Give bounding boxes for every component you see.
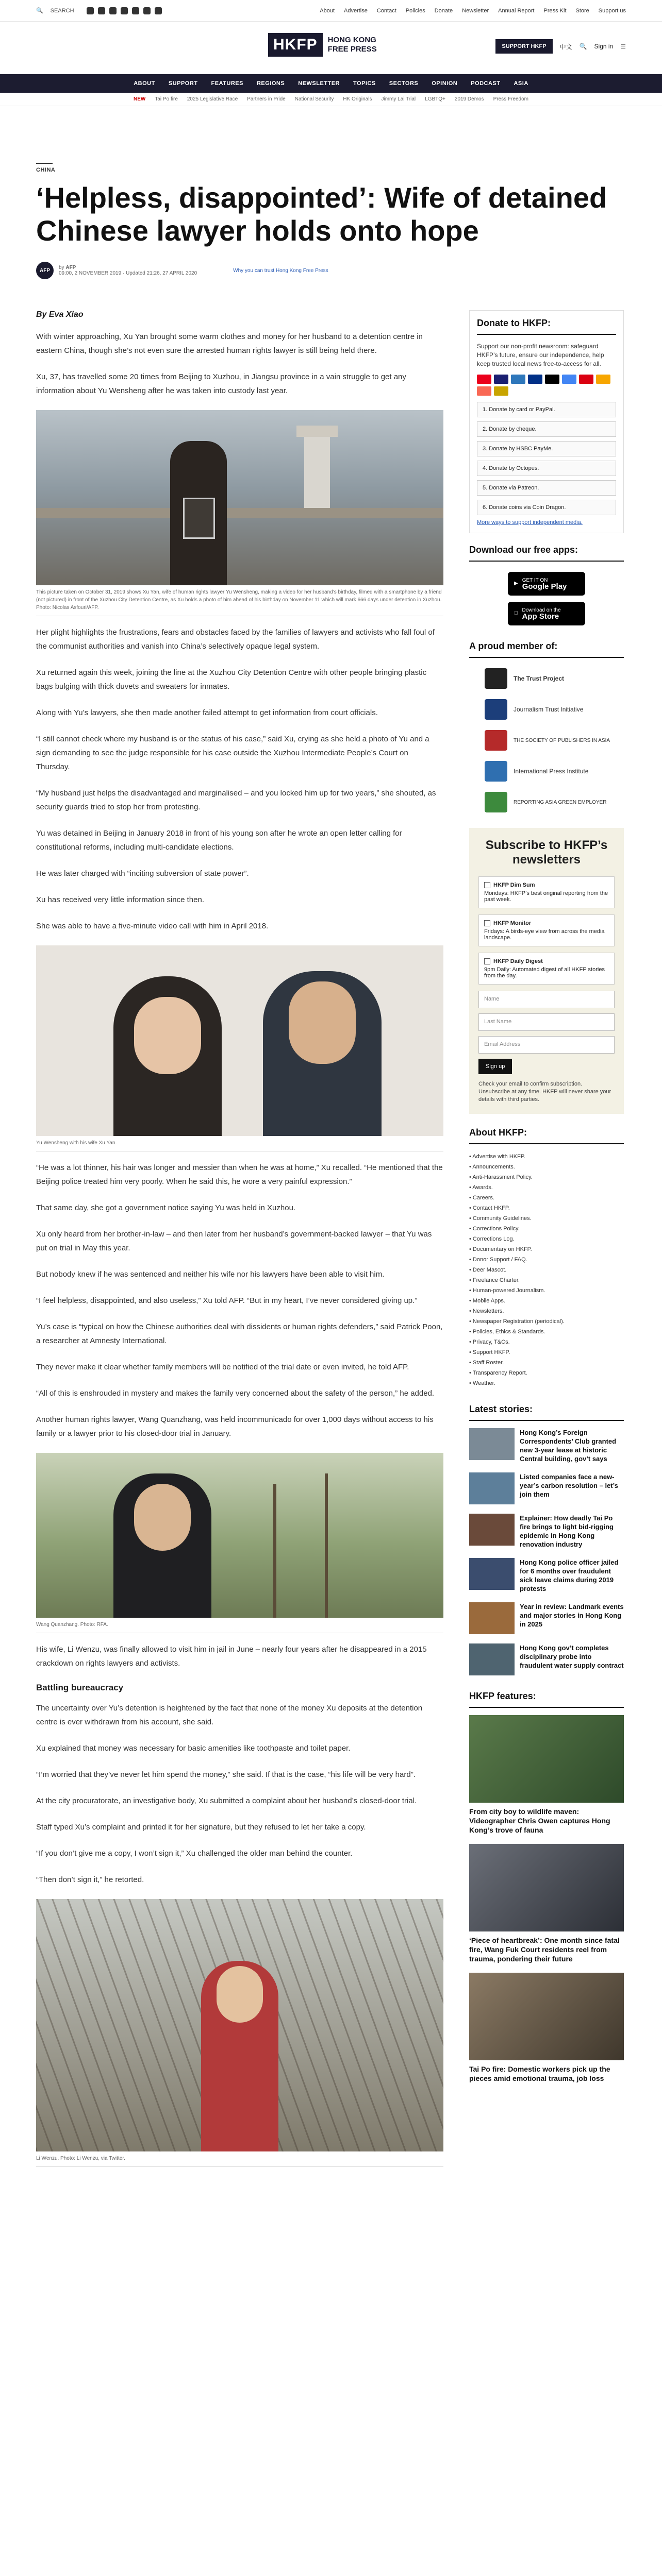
feature-title[interactable]: Tai Po fire: Domestic workers pick up the pieces amid emotional trauma, job loss <box>469 2065 610 2083</box>
green-employer-icon <box>485 792 507 812</box>
apps-title: Download our free apps: <box>469 545 624 562</box>
feature-title[interactable]: From city boy to wildlife maven: Videographer Chris Owen captures Hong Kong’s trove of fauna <box>469 1807 610 1835</box>
about-link[interactable]: • Transparency Report. <box>469 1370 527 1377</box>
paragraph: Xu, 37, has travelled some 20 times from Beijing to Xuzhou, in Jiangsu province in a vain struggle to get any information about Yu Wensheng after he was taken into custody last year. <box>36 372 406 395</box>
menu-icon[interactable]: ☰ <box>620 43 626 50</box>
nav-newsletter[interactable]: NEWSLETTER <box>298 80 340 87</box>
about-link[interactable]: • Contact HKFP. <box>469 1205 510 1212</box>
logo-mark: HKFP <box>268 33 323 57</box>
paragraph: Xu returned again this week, joining the line at the Xuzhou City Detention Centre with other people bringing plastic bags bulging with thick duvets and sweaters for inmates. <box>36 668 427 691</box>
coin-dragon-icon <box>494 386 508 396</box>
about-link[interactable]: • Anti-Harassment Policy. <box>469 1174 533 1181</box>
latest-story[interactable] <box>469 1643 624 1675</box>
topbar-link-annual-report[interactable]: Annual Report <box>498 7 535 14</box>
paragraph: Another human rights lawyer, Wang Quanzhang, was held incommunicado for over 1,000 days without access to his family or a lawyer prior to his closed-door trial in January. <box>36 1415 434 1438</box>
member-name: REPORTING ASIA GREEN EMPLOYER <box>514 799 607 805</box>
article-meta <box>36 262 626 279</box>
member-logo[interactable] <box>469 792 624 812</box>
nav-support[interactable]: SUPPORT <box>168 80 198 87</box>
paragraph: “Then don’t sign it,” he retorted. <box>36 1875 144 1884</box>
name-field[interactable]: Name <box>478 991 615 1008</box>
story-thumbnail[interactable] <box>469 1602 515 1634</box>
member-logo[interactable] <box>469 761 624 782</box>
patreon-icon <box>477 386 491 396</box>
story-title[interactable]: Listed companies face a new-year’s carbon resolution – let’s join them <box>520 1473 618 1499</box>
about-link[interactable]: • Newspaper Registration (periodical). <box>469 1318 565 1325</box>
logo-line-1: HONG KONG <box>327 36 376 44</box>
newsletter-title: Subscribe to HKFP’s newsletters <box>485 838 608 867</box>
paragraph: “All of this is enshrouded in mystery and makes the family very concerned about the safety of the person,” he added. <box>36 1389 435 1398</box>
paragraph: Yu’s case is “typical on how the Chinese authorities deal with dissidents or human rights defenders,” said Patrick Poon, a researcher at Amnesty International. <box>36 1323 443 1345</box>
about-link[interactable]: • Corrections Log. <box>469 1236 515 1243</box>
paragraph: Xu explained that money was necessary for basic amenities like toothpaste and toilet paper. <box>36 1744 351 1753</box>
trending-link[interactable]: Press Freedom <box>493 96 528 102</box>
photo-caption: This picture taken on October 31, 2019 shows Xu Yan, wife of human rights lawyer Yu Wensheng, making a video for her husband’s birthday, filmed with a smartphone by a friend (not pictured) in front of the Xuzhou City Detention Centre, as Xu holds a photo of him ahead of his birthday on November 11 which will mark 666 days under detention in Xuzhou. Photo: Nicolas Asfouri/AFP. <box>36 585 443 616</box>
paragraph: Xu has received very little information since then. <box>36 895 204 904</box>
google-play-small: GET IT ON <box>522 578 548 583</box>
feature-title[interactable]: ‘Piece of heartbreak’: One month since fatal fire, Wang Fuk Court residents reel from trauma, pondering their future <box>469 1936 620 1963</box>
nav-sectors[interactable]: SECTORS <box>389 80 419 87</box>
latest-story[interactable] <box>469 1558 624 1593</box>
google-play-label: Google Play <box>522 582 567 591</box>
paragraph: She was able to have a five-minute video call with him in April 2018. <box>36 922 269 930</box>
new-badge: NEW <box>134 96 146 102</box>
paragraph: “If you don’t give me a copy, I won’t sign it,” Xu challenged the older man behind the counter. <box>36 1849 353 1858</box>
topbar-link-about[interactable]: About <box>320 7 335 14</box>
support-hkfp-button[interactable]: SUPPORT HKFP <box>495 39 552 54</box>
latest-title: Latest stories: <box>469 1404 624 1421</box>
about-link[interactable]: • Privacy, T&Cs. <box>469 1339 510 1346</box>
social-icons <box>87 7 162 14</box>
member-name: THE SOCIETY OF PUBLISHERS IN ASIA <box>514 737 610 743</box>
about-link[interactable]: • Deer Mascot. <box>469 1267 507 1274</box>
trending-link[interactable]: 2025 Legislative Race <box>187 96 238 102</box>
sidebar <box>469 310 624 2176</box>
nav-asia[interactable]: ASIA <box>514 80 528 87</box>
app-store-small: Download on the <box>518 607 557 613</box>
apple-pay-icon <box>545 375 559 384</box>
app-store-label: App Store <box>518 612 555 621</box>
story-title[interactable]: Hong Kong’s Foreign Correspondents’ Club granted new 3-year lease at historic Central building, gov’t says <box>520 1429 617 1463</box>
article-category[interactable] <box>36 163 626 173</box>
story-title[interactable]: Explainer: How deadly Tai Po fire brings to light bid-rigging epidemic in Hong Kong renovation industry <box>520 1514 614 1549</box>
paragraph: “He was a lot thinner, his hair was longer and messier than when he was at home,” Xu recalled. “He mentioned that the Beijing police treated him very poorly. When he said this, he wore a very painful expression.” <box>36 1163 443 1186</box>
photo-detention-centre <box>36 410 443 585</box>
paragraph: Staff typed Xu’s complaint and printed it for her signature, but they refused to let her take a copy. <box>36 1823 366 1832</box>
nav-topics[interactable]: TOPICS <box>353 80 376 87</box>
amex-icon <box>511 375 525 384</box>
story-thumbnail[interactable] <box>469 1472 515 1504</box>
ipi-icon <box>485 761 507 782</box>
about-link[interactable]: • Human-powered Journalism. <box>469 1287 545 1294</box>
newsletter-desc: Fridays: A birds-eye view from across the media landscape. <box>484 928 605 941</box>
sub-heading: Battling bureaucracy <box>36 1683 124 1692</box>
bluesky-icon[interactable] <box>155 7 162 14</box>
photo-yu-and-xu <box>36 945 443 1136</box>
article-title: ‘Helpless, disappointed’: Wife of detained Chinese lawyer holds onto hope <box>36 181 607 247</box>
photo-caption: Li Wenzu. Photo: Li Wenzu, via Twitter. <box>36 2151 443 2167</box>
about-link[interactable]: • Freelance Charter. <box>469 1277 520 1284</box>
photo-li-wenzu <box>36 1899 443 2151</box>
about-link[interactable]: • Staff Roster. <box>469 1360 504 1366</box>
paragraph: He was later charged with “inciting subversion of state power”. <box>36 869 249 878</box>
payment-icons <box>477 375 616 396</box>
photo-caption: Wang Quanzhang. Photo: RFA. <box>36 1618 443 1633</box>
donate-option[interactable]: 5. Donate via Patreon. <box>477 480 616 496</box>
paragraph: Along with Yu’s lawyers, she then made another failed attempt to get information from court officials. <box>36 708 378 717</box>
last-name-field[interactable]: Last Name <box>478 1013 615 1031</box>
top-utility-bar <box>0 0 662 22</box>
search-link[interactable]: SEARCH <box>50 7 74 14</box>
feature-story[interactable] <box>469 1973 624 2083</box>
story-title[interactable]: Hong Kong gov’t completes disciplinary probe into fraudulent water supply contract <box>520 1644 624 1670</box>
app-store-button[interactable] <box>508 602 585 625</box>
author-avatar[interactable]: AFP <box>36 262 54 279</box>
feature-image[interactable] <box>469 1844 624 1931</box>
category-label[interactable]: CHINA <box>36 167 56 173</box>
paragraph: At the city procuratorate, an investigative body, Xu submitted a complaint about her husband’s closed-door trial. <box>36 1797 417 1805</box>
donate-title: Donate to HKFP: <box>477 318 616 335</box>
article-body <box>36 310 443 2176</box>
apple-icon <box>514 611 518 617</box>
search-icon[interactable]: 🔍 <box>36 8 43 14</box>
trust-link[interactable]: Why you can trust Hong Kong Free Press <box>233 267 328 274</box>
author-name[interactable]: AFP <box>65 265 76 270</box>
newsletter-name: HKFP Monitor <box>493 920 532 927</box>
logo-line-2: FREE PRESS <box>327 45 377 54</box>
site-logo[interactable] <box>268 33 377 57</box>
figure-2 <box>36 945 443 1151</box>
paragraph: Xu only heard from her brother-in-law – and then later from her husband’s government-backed lawyer – that Yu was put on trial in May this year. <box>36 1230 432 1252</box>
paragraph: The uncertainty over Yu’s detention is heightened by the fact that none of the money Xu deposits at the detention centre is ever withdrawn from his account, she said. <box>36 1704 423 1726</box>
figure-4 <box>36 1899 443 2167</box>
about-list <box>469 1151 624 1388</box>
more-ways-link[interactable]: More ways to support independent media. <box>477 519 583 526</box>
donate-box <box>469 310 624 533</box>
paragraph: They never make it clear whether family members will be notified of the trial date or even invited, he told AFP. <box>36 1363 409 1371</box>
checkbox[interactable] <box>484 920 490 926</box>
photo-caption: Yu Wensheng with his wife Xu Yan. <box>36 1136 443 1151</box>
paragraph: His wife, Li Wenzu, was finally allowed to visit him in jail in June – nearly four years after he disappeared in a 2015 crackdown on rights lawyers and activists. <box>36 1645 427 1668</box>
google-play-icon: ▶ <box>514 581 518 586</box>
story-title[interactable]: Hong Kong police officer jailed for 6 months over fraudulent sick leave claims during 2019 protests <box>520 1558 619 1593</box>
about-link[interactable]: • Awards. <box>469 1184 493 1191</box>
mastercard-icon <box>477 375 491 384</box>
hsbc-icon <box>579 375 593 384</box>
twitter-icon[interactable] <box>87 7 94 14</box>
latest-story[interactable] <box>469 1472 624 1504</box>
paragraph: “I still cannot check where my husband is or the status of his case,” said Xu, crying as she held a photo of Yu and a sign demanding to see the judge responsible for his case outside the Xuzhou Intermediate People’s Court on Thursday. <box>36 735 429 771</box>
latest-story[interactable] <box>469 1428 624 1463</box>
member-name: International Press Institute <box>514 768 589 775</box>
donate-option[interactable]: 2. Donate by cheque. <box>477 421 616 437</box>
google-pay-icon <box>562 375 576 384</box>
donate-text: Support our non-profit newsroom: safeguard HKFP’s future, ensure our independence, help keep trusted local news free-to-access for all. <box>477 343 604 367</box>
signup-button[interactable]: Sign up <box>478 1059 512 1074</box>
topbar-link-contact[interactable]: Contact <box>376 7 396 14</box>
main-nav <box>0 74 662 93</box>
topbar-link-policies[interactable]: Policies <box>405 7 425 14</box>
donate-option[interactable]: 1. Donate by card or PayPal. <box>477 402 616 417</box>
feature-story[interactable] <box>469 1844 624 1963</box>
nav-features[interactable]: FEATURES <box>211 80 243 87</box>
about-link[interactable]: • Community Guidelines. <box>469 1215 532 1222</box>
paragraph: “I’m worried that they’ve never let him spend the money,” she said. If that is the case, “his life will be very hard”. <box>36 1770 416 1779</box>
trending-link[interactable]: Partners in Pride <box>247 96 286 102</box>
google-play-button[interactable] <box>508 572 585 596</box>
member-name: The Trust Project <box>514 675 565 682</box>
feature-image[interactable] <box>469 1715 624 1803</box>
nav-about[interactable]: ABOUT <box>134 80 155 87</box>
facebook-icon[interactable] <box>98 7 105 14</box>
feature-story[interactable] <box>469 1715 624 1835</box>
trending-link[interactable]: HK Originals <box>343 96 372 102</box>
octopus-icon <box>596 375 610 384</box>
trending-link[interactable]: Jimmy Lai Trial <box>381 96 416 102</box>
figure-1 <box>36 410 443 616</box>
email-field[interactable]: Email Address <box>478 1036 615 1054</box>
topbar-link-support[interactable]: Support us <box>598 7 626 14</box>
newsletter-option[interactable] <box>478 876 615 908</box>
about-link[interactable]: • Newsletters. <box>469 1308 504 1315</box>
jti-icon <box>485 699 507 720</box>
story-thumbnail[interactable] <box>469 1428 515 1460</box>
about-link[interactable]: • Careers. <box>469 1195 495 1201</box>
member-title: A proud member of: <box>469 641 624 658</box>
topbar-link-donate[interactable]: Donate <box>434 7 453 14</box>
features-title: HKFP features: <box>469 1691 624 1708</box>
category-rule <box>36 163 53 164</box>
member-name: Journalism Trust Initiative <box>514 706 584 713</box>
story-title[interactable]: Year in review: Landmark events and major stories in Hong Kong in 2025 <box>520 1603 624 1629</box>
checkbox[interactable] <box>484 958 490 964</box>
figure-3 <box>36 1453 443 1633</box>
paragraph: “I feel helpless, disappointed, and also useless,” Xu told AFP. “But in my heart, I’ve never considered giving up.” <box>36 1296 418 1305</box>
trending-link[interactable]: Tai Po fire <box>155 96 178 102</box>
feature-image[interactable] <box>469 1973 624 2060</box>
topbar-link-press-kit[interactable]: Press Kit <box>543 7 567 14</box>
donate-option[interactable]: 4. Donate by Octopus. <box>477 461 616 476</box>
newsletter-desc: 9pm Daily: Automated digest of all HKFP stories from the day. <box>484 967 605 979</box>
newsletter-box <box>469 828 624 1114</box>
sopa-icon <box>485 730 507 751</box>
latest-story[interactable] <box>469 1514 624 1549</box>
language-switch[interactable]: 中文 <box>559 43 572 50</box>
about-link[interactable]: • Donor Support / FAQ. <box>469 1257 527 1263</box>
about-link[interactable]: • Weather. <box>469 1380 495 1387</box>
about-link[interactable]: • Mobile Apps. <box>469 1298 505 1304</box>
topbar-link-advertise[interactable]: Advertise <box>344 7 368 14</box>
about-link[interactable]: • Advertise with HKFP. <box>469 1154 525 1160</box>
story-thumbnail[interactable] <box>469 1558 515 1590</box>
story-thumbnail[interactable] <box>469 1514 515 1546</box>
newsletter-name: HKFP Dim Sum <box>493 882 535 888</box>
nav-opinion[interactable]: OPINION <box>432 80 458 87</box>
trending-bar <box>0 93 662 106</box>
trending-link[interactable]: National Security <box>294 96 334 102</box>
site-header <box>0 22 662 74</box>
trending-link[interactable]: 2019 Demos <box>454 96 484 102</box>
instagram-icon[interactable] <box>109 7 117 14</box>
paragraph: With winter approaching, Xu Yan brought some warm clothes and money for her husband to a detention centre in eastern China, though she’s not even sure the arrested human rights lawyer is still being held there. <box>36 332 423 355</box>
search-icon[interactable]: 🔍 <box>579 43 587 50</box>
member-logo[interactable] <box>469 730 624 751</box>
donate-option[interactable]: 3. Donate by HSBC PayMe. <box>477 441 616 456</box>
paragraph: Yu was detained in Beijing in January 2018 in front of his young son after he wrote an open letter calling for constitutional reforms, including multi-candidate elections. <box>36 829 402 852</box>
latest-story[interactable] <box>469 1602 624 1634</box>
visa-icon <box>494 375 508 384</box>
photo-wang-quanzhang <box>36 1453 443 1618</box>
topbar-link-newsletter[interactable]: Newsletter <box>462 7 489 14</box>
about-link[interactable]: • Policies, Ethics & Standards. <box>469 1329 545 1335</box>
paypal-icon <box>528 375 542 384</box>
about-link[interactable]: • Documentary on HKFP. <box>469 1246 532 1253</box>
paragraph: But nobody knew if he was sentenced and neither his wife nor his lawyers have been able to visit him. <box>36 1270 385 1279</box>
newsletter-desc: Mondays: HKFP’s best original reporting from the past week. <box>484 890 608 903</box>
paragraph: “My husband just helps the disadvantaged and marginalised – and you locked him up for two years,” she shouted, as security guards tried to stop her from protesting. <box>36 789 436 811</box>
story-thumbnail[interactable] <box>469 1643 515 1675</box>
about-link[interactable]: • Announcements. <box>469 1164 515 1171</box>
trending-link[interactable]: LGBTQ+ <box>425 96 445 102</box>
linkedin-icon[interactable] <box>143 7 151 14</box>
about-link[interactable]: • Support HKFP. <box>469 1349 510 1356</box>
youtube-icon[interactable] <box>132 7 139 14</box>
byline: By Eva Xiao <box>36 310 84 319</box>
paragraph: That same day, she got a government notice saying Yu was held in Xuzhou. <box>36 1204 296 1212</box>
sign-in-link[interactable]: Sign in <box>594 43 614 50</box>
trust-project-icon <box>485 668 507 689</box>
article-dates: 09:00, 2 NOVEMBER 2019 · Updated 21:26, 27 APRIL 2020 <box>59 270 197 276</box>
paragraph: Her plight highlights the frustrations, fears and obstacles faced by the families of lawyers and activists who fall foul of the communist authorities and vanish into China’s selectively opaque legal system. <box>36 628 435 651</box>
donate-option[interactable]: 6. Donate coins via Coin Dragon. <box>477 500 616 515</box>
threads-icon[interactable] <box>121 7 128 14</box>
newsletter-name: HKFP Daily Digest <box>493 958 543 965</box>
nav-podcast[interactable]: PODCAST <box>471 80 501 87</box>
member-logo[interactable] <box>469 699 624 720</box>
logo-text <box>328 36 377 54</box>
about-link[interactable]: • Corrections Policy. <box>469 1226 520 1232</box>
nav-regions[interactable]: REGIONS <box>256 80 285 87</box>
topbar-link-store[interactable]: Store <box>575 7 589 14</box>
newsletter-option[interactable] <box>478 953 615 985</box>
about-title: About HKFP: <box>469 1127 624 1144</box>
newsletter-option[interactable] <box>478 914 615 946</box>
member-logo[interactable] <box>469 668 624 689</box>
author-prefix: by <box>59 265 64 270</box>
newsletter-note: Check your email to confirm subscription. Unsubscribe at any time. HKFP will never share your details with third parties. <box>478 1081 611 1103</box>
checkbox[interactable] <box>484 882 490 888</box>
